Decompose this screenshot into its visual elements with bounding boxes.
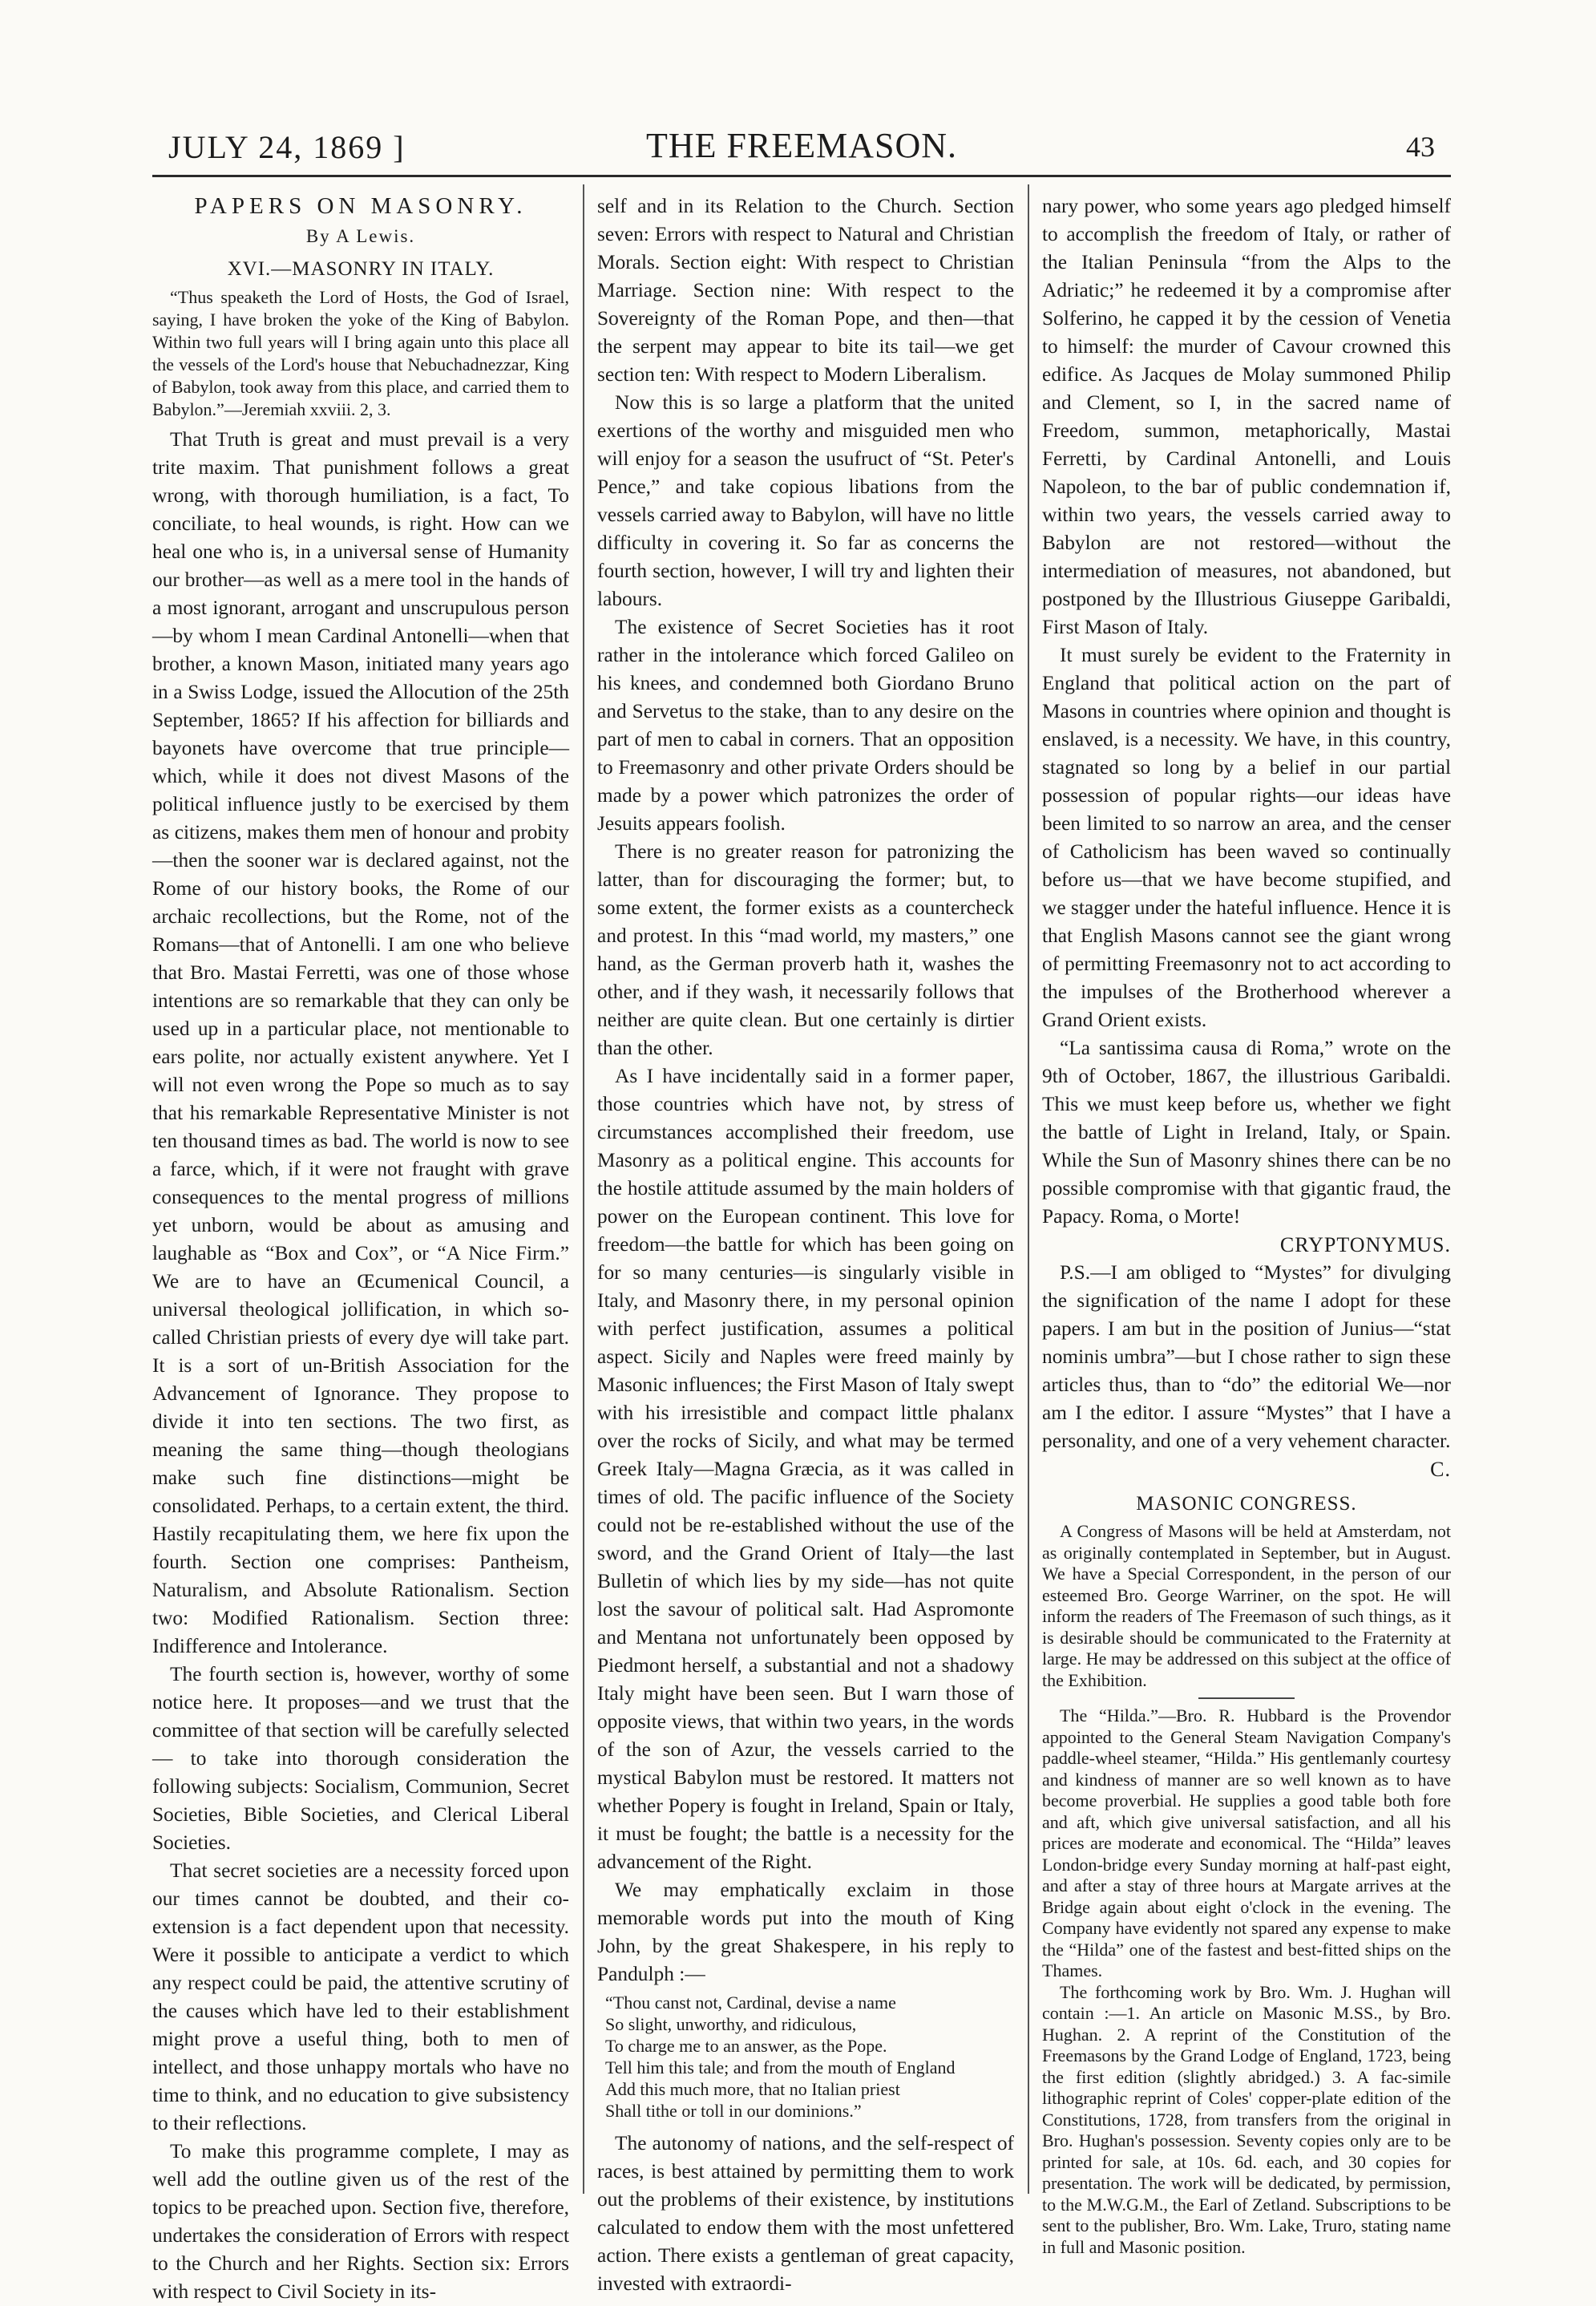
paragraph: As I have incidentally said in a former paper, those countries which have not, by stress of circumstances accomplished their freedom, use Masonry as a political engine. This accounts for the hostile attitude assumed by the main holders of power on the European continent. This love for freedom—the battle for which has been going on for so many centuries—is singularly visible in Italy, and Masonry there, in my personal opinion with perfect justification, assumes a political aspect. Sicily and Naples were freed mainly by Masonic influences; the First Mason of Italy swept with his irresistible and compact little phalanx over the rocks of Sicily, and what may be termed Greek Italy—Magna Græcia, as it was called in times of old. The pacific influence of the Society could not be re-established without the use of the sword, and the Grand Orient of Italy—the last Bulletin of which lies by my side—has not quite lost the savour of political salt. Had Aspromonte and Mentana not unfortunately been opposed by Piedmont herself, a substantial and not a shadowy Italy might have been seen. But I warn those of opposite views, that within two years, in the words of the son of Azur, the vessels carried to the mystical Babylon must be restored. It matters not whether Popery is fought in Ireland, Spain or Italy, it must be fought; the battle is a necessity for the advancement of the Right. [597, 1065, 1014, 1873]
paragraph: That Truth is great and must prevail is a very trite maxim. That punishment follows a great wrong, with thorough humiliation, is a fact, To conciliate, to heal wounds, is right. How can we heal one who is, in a universal sense of Humanity our brother—as well as a mere tool in the hands of a most ignorant, arrogant and unscrupulous person—by whom I mean Cardinal Antonelli—when that brother, a known Mason, initiated many years ago in a Swiss Lodge, issued the Allocution of the 25th September, 1865? If his affection for billiards and bayonets have overcome that true principle—which, while it does not divest Masons of the political influence justly to be exercised by them as citizens, makes them men of honour and probity—then the sooner war is declared against, not the Rome of our history books, the Rome of our archaic recollections, but the Rome, not of the Romans—that of Antonelli. I am one who believe that Bro. Mastai Ferretti, was one of those whose intentions are so remarkable that they can only be used up in a particular place, not mentionable to ears polite, nor actually existent anywhere. Yet I will not even wrong the Pope so much as to say that his remarkable Representative Minister is not ten thousand times as bad. The world is now to see a farce, which, if it were not fraught with grave consequences to the mental progress of millions yet unborn, would be about as amusing and laughable as “Box and Cox”, or “A Nice Firm.” We are to have an Œcumenical Council, a universal theological jollification, in which so-called Christian priests of every dye will take part. It is a sort of un-British Association for the Advancement of Ignorance. They propose to divide it into ten sections. The two first, as meaning the same thing—though theologians make such fine distinctions—might be consolidated. Perhaps, to a certain extent, the third. Hastily recapitulating them, we here fix upon the fourth. Section one comprises: Pantheism, Naturalism, and Absolute Rationalism. Section two: Modified Rationalism. Section three: Indifference and Intolerance. [152, 428, 569, 1657]
section-rule [1198, 1697, 1295, 1699]
paragraph: The existence of Secret Societies has it root rather in the intolerance which forced Galileo on his knees, and condemned both Giordano Bruno and Servetus to the stake, than to any desire on the part of men to cabal in corners. That an opposition to Freemasonry and other private Orders should be made by a power which patronizes the order of Jesuits appears foolish. [597, 616, 1014, 835]
column-2 [597, 192, 1014, 2295]
verse-line: Add this much more, that no Italian priest [605, 2079, 900, 2099]
paragraph: “La santissima causa di Roma,” wrote on the 9th of October, 1867, the illustrious Garibaldi. This we must keep before us, whether we fight the battle of Light in Ireland, Italy, or Spain. While the Sun of Masonry shines there can be no possible compromise with that gigantic fraud, the Papacy. Roma, o Morte! [1042, 1037, 1451, 1228]
verse-line: Shall tithe or toll in our dominions.” [605, 2101, 862, 2121]
article-title: PAPERS ON MASONRY. [194, 193, 527, 219]
paragraph: nary power, who some years ago pledged himself to accomplish the freedom of Italy, or rather of the Italian Peninsula “from the Alps to the Adriatic;” he redeemed it by a compromise after Solferino, he capped it by the cession of Venetia to himself: the murder of Cavour crowned this edifice. As Jacques de Molay summoned Philip and Clement, so I, in the sacred name of Freedom, summon, metaphorically, Mastai Ferretti, by Cardinal Antonelli, and Louis Napoleon, to the bar of public condemnation if, within two years, the vessels carried away to Babylon are not restored—without the intermediation of measures, not abandoned, but postponed by the Illustrious Giuseppe Garibaldi, First Mason of Italy. [1042, 195, 1451, 638]
postscript: P.S.—I am obliged to “Mystes” for divulging the signification of the name I adopt for these papers. I am but in the position of Junius—“stat nominis umbra”—but I chose rather to sign these articles thus, than to “do” the editorial We—nor am I the editor. I assure “Mystes” that I have a personality, and one of a very vehement character. [1042, 1261, 1451, 1452]
column-1 [152, 192, 569, 2303]
paragraph: It must surely be evident to the Fraternity in England that political action on the part of Masons in countries where opinion and thought is enslaved, is a necessity. We have, in this country, stagnated so long by a belief in our partial possession of popular rights—our ideas have been limited to so narrow an area, and the censer of Catholicism has been waved so continually before us—that we have become stupified, and we stagger under the hateful influence. Hence it is that English Masons cannot see the giant wrong of permitting Freemasonry not to act according to the impulses of the Brotherhood wherever a Grand Orient exists. [1042, 644, 1451, 1031]
epigraph: “Thus speaketh the Lord of Hosts, the God of Israel, saying, I have broken the yoke of the King of Babylon. Within two full years will I bring again unto this place all the vessels of the Lord's house that Nebuchadnezzar, King of Babylon, took away from this place, and carried them to Babylon.”—Jeremiah xxviii. 2, 3. [152, 287, 569, 419]
paragraph: self and in its Relation to the Church. Section seven: Errors with respect to Natural and Christian Morals. Section eight: With respect to Christian Marriage. Section nine: With respect to the Sovereignty of the Roman Pope, and then—that the serpent may appear to bite its tail—we get section ten: With respect to Modern Liberalism. [597, 195, 1014, 386]
verse-line: Tell him this tale; and from the mouth of England [605, 2057, 956, 2077]
column-divider [1028, 184, 1029, 2194]
verse-line: “Thou canst not, Cardinal, devise a name [605, 1992, 896, 2013]
column-divider [583, 184, 584, 2194]
paragraph: Now this is so large a platform that the united exertions of the worthy and misguided men who will enjoy for a season the usufruct of “St. Peter's Pence,” and take copious libations from the vessels carried away to Babylon, will have no little difficulty in covering it. So far as concerns the fourth section, however, I will try and lighten their labours. [597, 391, 1014, 610]
paragraph: To make this programme complete, I may as well add the outline given us of the rest of the topics to be preached upon. Section five, therefore, undertakes the consideration of Errors with respect to the Church and her Rights. Section six: Errors with respect to Civil Society in its- [152, 2140, 569, 2303]
paragraph: That secret societies are a necessity forced upon our times cannot be doubted, and their co-extension is a fact dependent upon that necessity. Were it possible to anticipate a verdict to which any respect could be paid, the attentive scrutiny of the causes which have led to their establishment might prove a useful thing, both to men of intellect, and those unhappy mortals who have no time to think, and no education to give subsistency to their reflections. [152, 1859, 569, 2134]
note-hughan: The forthcoming work by Bro. Wm. J. Hughan will contain :—1. An article on Masonic M.SS., by Bro. Hughan. 2. A reprint of the Constitution of the Freemasons by the Grand Lodge of England, 1723, being the first edition (slightly abridged.) 3. A fac-simile lithographic reprint of Coles' copper-plate edition of the Constitutions, 1728, from transfers from the original in Bro. Hughan's possession. Seventy copies only are to be printed for sale, at 10s. 6d. each, and 30 copies for presentation. The work will be dedicated, by permission, to the M.W.G.M., the Earl of Zetland. Subscriptions to be sent to the publisher, Bro. Wm. Lake, Truro, stating name in full and Masonic position. [1042, 1981, 1451, 2257]
page-number: 43 [1406, 131, 1435, 163]
verse-line: To charge me to an answer, as the Pope. [605, 2036, 887, 2056]
issue-date: JULY 24, 1869 ] [168, 129, 406, 165]
paragraph: The fourth section is, however, worthy of some notice here. It proposes—and we trust that the committee of that section will be carefully selected— to take into thorough consideration the following subjects: Socialism, Communion, Secret Societies, Bible Societies, and Clerical Liberal Societies. [152, 1663, 569, 1854]
congress-body: A Congress of Masons will be held at Amsterdam, not as originally contemplated in September, but in August. We have a Special Correspondent, in the person of our esteemed Bro. George Warriner, on the spot. He will inform the readers of The Freemason of such things, as it is desirable should be communicated to the Fraternity at large. He may be addressed on this subject at the office of the Exhibition. [1042, 1521, 1451, 1690]
note-hilda: The “Hilda.”—Bro. R. Hubbard is the Provendor appointed to the General Steam Navigation Company's paddle-wheel steamer, “Hilda.” His gentlemanly courtesy and kindness of manner are so well known as to have become proverbial. He supplies a good table both fore and aft, which give universal satisfaction, and all his prices are moderate and economical. The “Hilda” leaves London-bridge every Sunday morning at half-past eight, and after a stay of three hours at Margate arrives at the Bridge again about eight o'clock in the evening. The Company have evidently not spared any expense to make the “Hilda” one of the fastest and best-fitted ships on the Thames. [1042, 1705, 1451, 1980]
article-byline: By A Lewis. [305, 226, 416, 246]
paragraph: We may emphatically exclaim in those memorable words put into the mouth of King John, by the great Shakespere, in his reply to Pandulph :— [597, 1879, 1014, 1985]
paragraph: The autonomy of nations, and the self-respect of races, is best attained by permitting them to work out the problems of their existence, by institutions calculated to endow them with the most unfettered action. There exists a gentleman of great capacity, invested with extraordi- [597, 2132, 1014, 2295]
postscript-signature: C. [1430, 1458, 1451, 1481]
header-rule [152, 175, 1451, 177]
section-heading: XVI.—MASONRY IN ITALY. [227, 258, 495, 280]
column-3 [1042, 192, 1451, 2257]
masthead-title: THE FREEMASON. [645, 126, 958, 165]
verse-quote [605, 1992, 1014, 2122]
verse-line: So slight, unworthy, and ridiculous, [605, 2014, 857, 2034]
page-header [152, 120, 1451, 168]
congress-title: MASONIC CONGRESS. [1136, 1493, 1357, 1515]
signature: CRYPTONYMUS. [1279, 1233, 1451, 1256]
paragraph: There is no greater reason for patronizing the latter, than for discouraging the former; but, to some extent, the former exists as a countercheck and protest. In this “mad world, my masters,” one hand, as the German proverb hath it, washes the other, and if they wash, it necessarily follows that neither are quite clean. But one certainly is dirtier than the other. [597, 840, 1014, 1059]
